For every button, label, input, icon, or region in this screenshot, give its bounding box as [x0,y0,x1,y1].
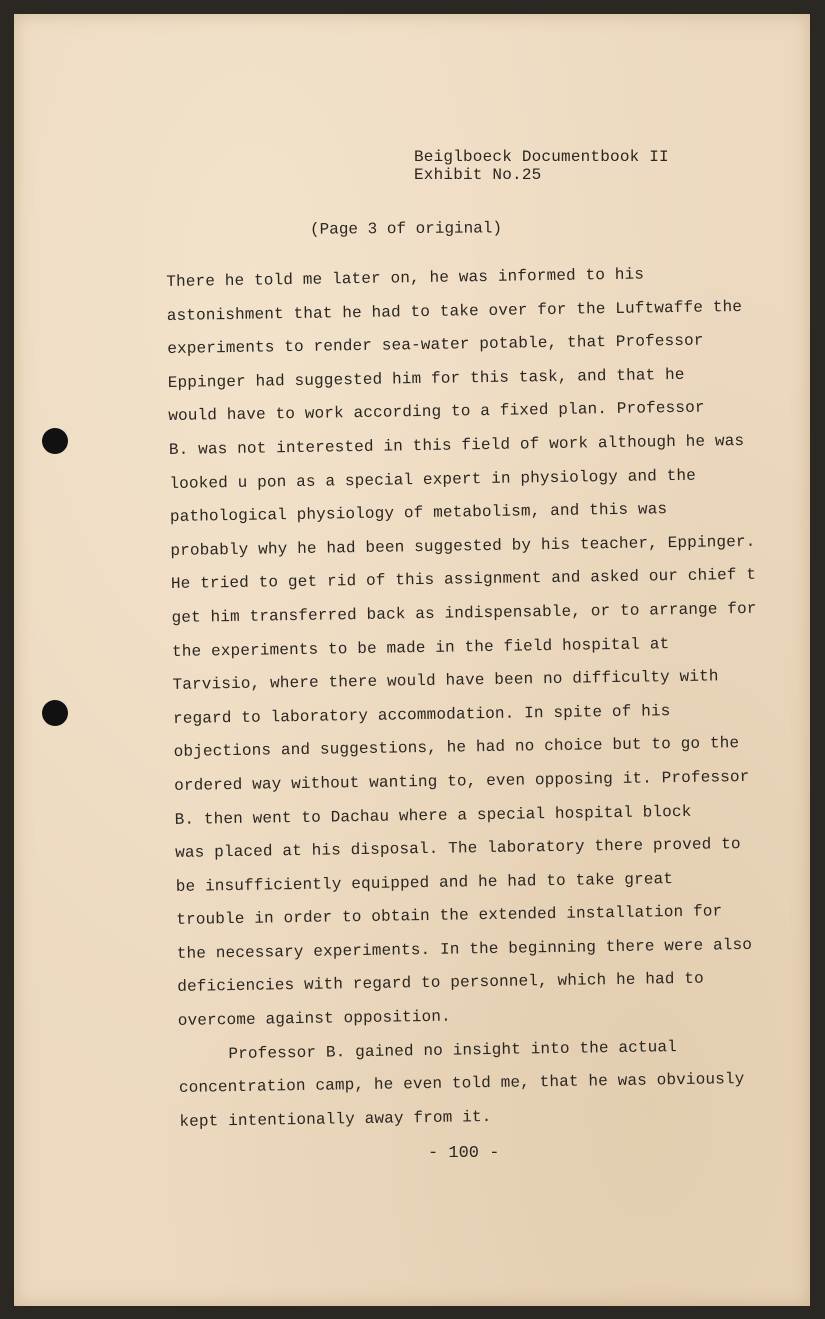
text-line: regard to laboratory accommodation. In spite of his [172,701,671,728]
text-line: get him transferred back as indispensable, or to arrange for [171,599,757,627]
text-line: B. was not interested in this field of work although he was [168,431,745,459]
text-line: probably why he had been suggested by his teacher, Eppinger. [170,532,756,560]
document-body [166,256,800,1139]
text-line: looked u pon as a special expert in physiology and the [169,466,697,493]
text-line: B. then went to Dachau where a special hospital block [174,802,692,829]
text-line: was placed at his disposal. The laboratory there proved to [175,835,741,863]
text-line: There he told me later on, he was informed to his [166,265,645,291]
text-line: the experiments to be made in the field hospital at [171,634,670,661]
text-line: Eppinger had suggested him for this task, and that he [167,365,685,392]
text-line: astonishment that he had to take over for the Luftwaffe the [166,297,743,325]
text-line: kept intentionally away from it. [179,1107,492,1131]
text-line: deficiencies with regard to personnel, which he had to [177,970,705,997]
text-line: He tried to get rid of this assignment and asked our chief t [170,566,757,594]
punch-hole [42,428,68,454]
punch-hole [42,700,68,726]
header-documentbook: Beiglboeck Documentbook II [414,148,669,166]
text-line: pathological physiology of metabolism, and this was [169,500,668,527]
text-line: Tarvisio, where there would have been no difficulty with [172,667,719,695]
document-page [14,14,810,1306]
original-page-note: (Page 3 of original) [309,219,503,239]
text-line: Professor B. gained no insight into the actual [228,1037,678,1063]
text-line: the necessary experiments. In the beginning there were also [176,935,753,963]
text-line: trouble in order to obtain the extended installation for [176,902,723,930]
text-line: would have to work according to a fixed plan. Professor [168,398,705,426]
text-line: ordered way without wanting to, even opposing it. Professor [174,767,750,795]
document-header [414,148,669,184]
text-line: overcome against opposition. [177,1007,452,1030]
header-exhibit: Exhibit No.25 [414,166,542,184]
text-line: concentration camp, he even told me, that he was obviously [178,1070,745,1098]
page-number: - 100 - [428,1144,500,1163]
text-line: be insufficiently equipped and he had to take great [175,869,674,896]
text-line: experiments to render sea-water potable, that Professor [167,331,704,359]
text-line: objections and suggestions, he had no choice but to go the [173,734,740,762]
